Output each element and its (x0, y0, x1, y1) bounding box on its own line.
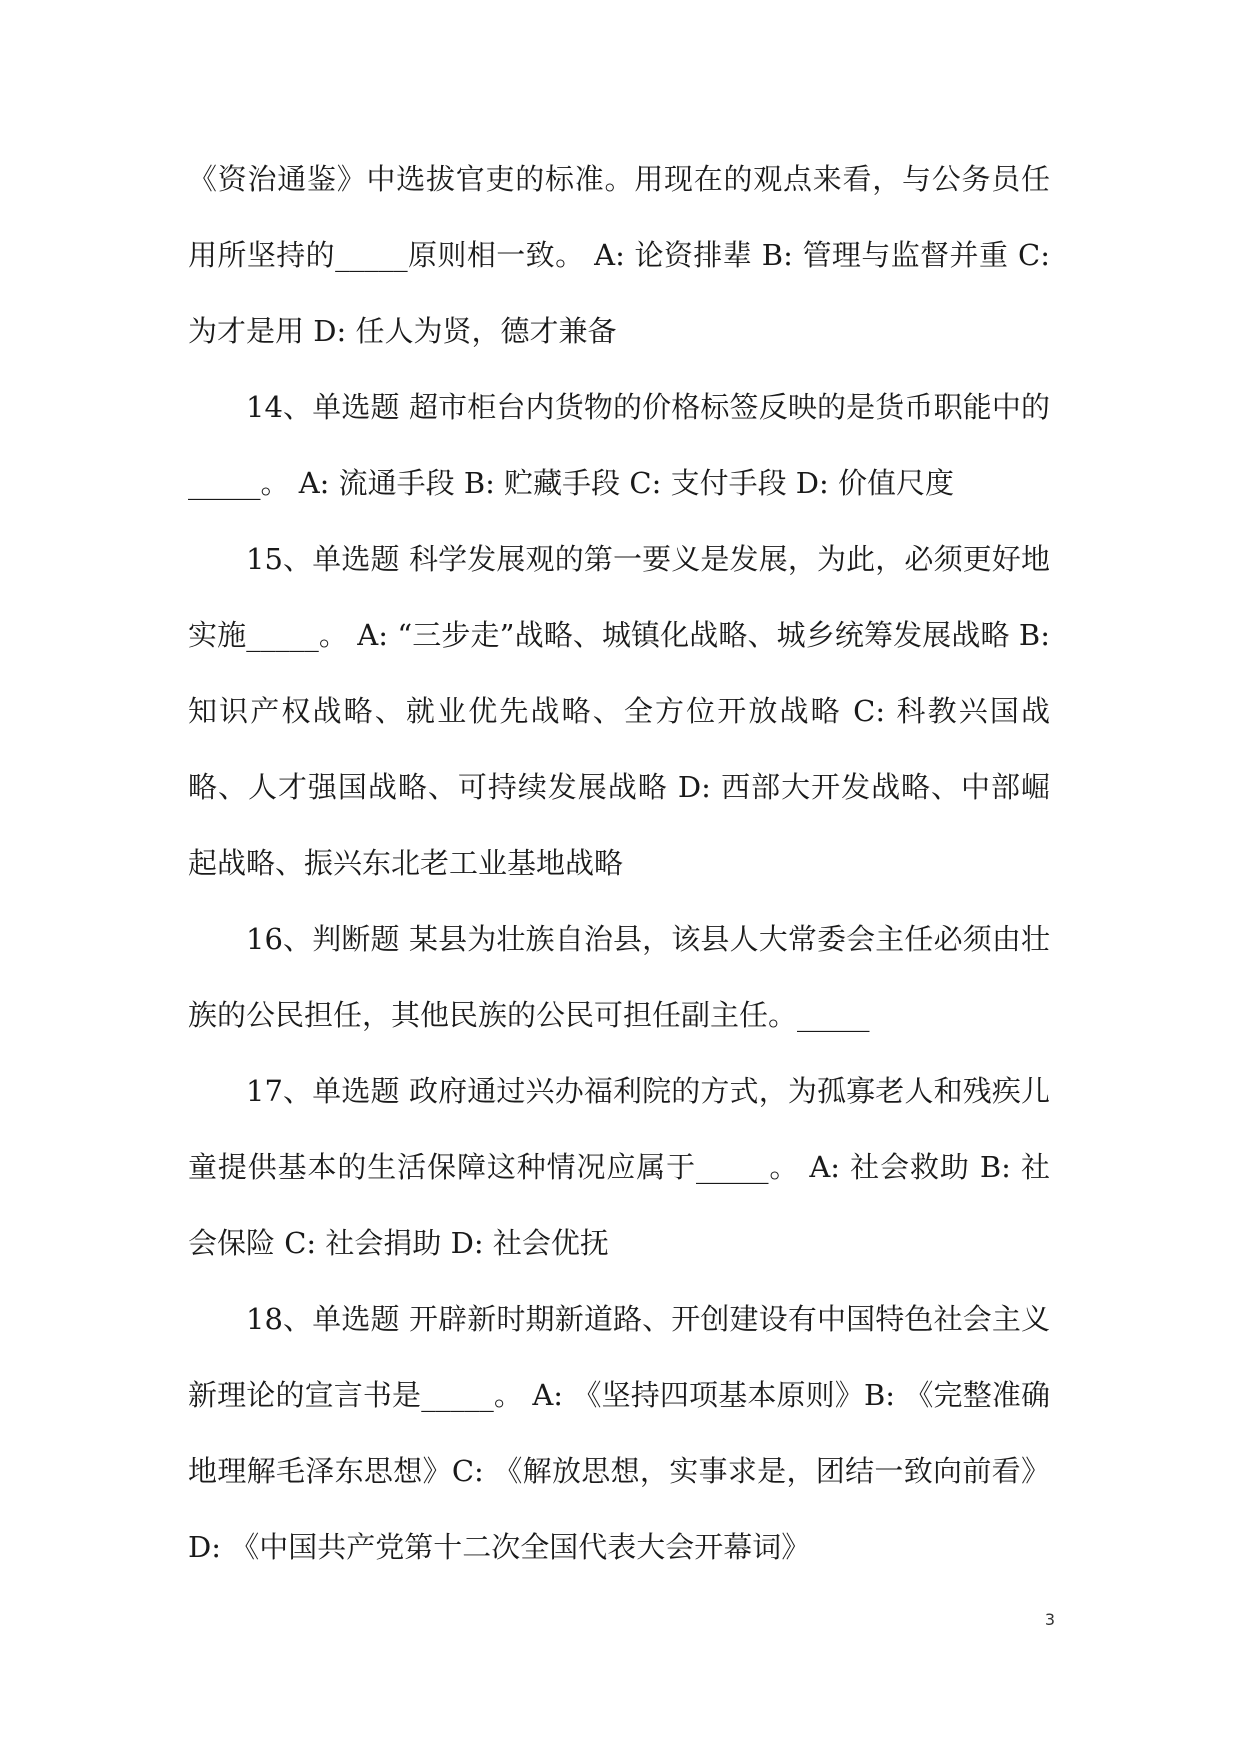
paragraph-question-17: 17、单选题 政府通过兴办福利院的方式，为孤寡老人和残疾儿童提供基本的生活保障这种情况应属于_____。 A: 社会救助 B: 社会保险 C: 社会捐助 D: 社会优抚 (188, 1074, 1050, 1260)
paragraph-question-14: 14、单选题 超市柜台内货物的价格标签反映的是货币职能中的_____。 A: 流通手段 B: 贮藏手段 C: 支付手段 D: 价值尺度 (188, 390, 1050, 500)
paragraph-question-18: 18、单选题 开辟新时期新道路、开创建设有中国特色社会主义新理论的宣言书是_____。 A: 《坚持四项基本原则》B: 《完整准确地理解毛泽东思想》C: 《解放思想，实事求是，团结一致向前看》D: 《中国共产党第十二次全国代表大会开幕词》 (188, 1302, 1050, 1564)
page-number: 3 (1044, 1610, 1055, 1629)
paragraph-question-16: 16、判断题 某县为壮族自治县，该县人大常委会主任必须由壮族的公民担任，其他民族的公民可担任副主任。_____ (188, 922, 1050, 1032)
paragraph-question-15: 15、单选题 科学发展观的第一要义是发展，为此，必须更好地实施_____。 A: “三步走”战略、城镇化战略、城乡统筹发展战略 B: 知识产权战略、就业优先战略、全方位开放战略 C: 科教兴国战略、人才强国战略、可持续发展战略 D: 西部大开发战略、中部崛起战略、振兴东北老工业基地战略 (188, 542, 1050, 880)
paragraph-question-13-continued: 《资治通鉴》中选拔官吏的标准。用现在的观点来看，与公务员任用所坚持的_____原则相一致。 A: 论资排辈 B: 管理与监督并重 C: 为才是用 D: 任人为贤，德才兼备 (188, 162, 1050, 348)
document-body (188, 141, 1050, 1585)
